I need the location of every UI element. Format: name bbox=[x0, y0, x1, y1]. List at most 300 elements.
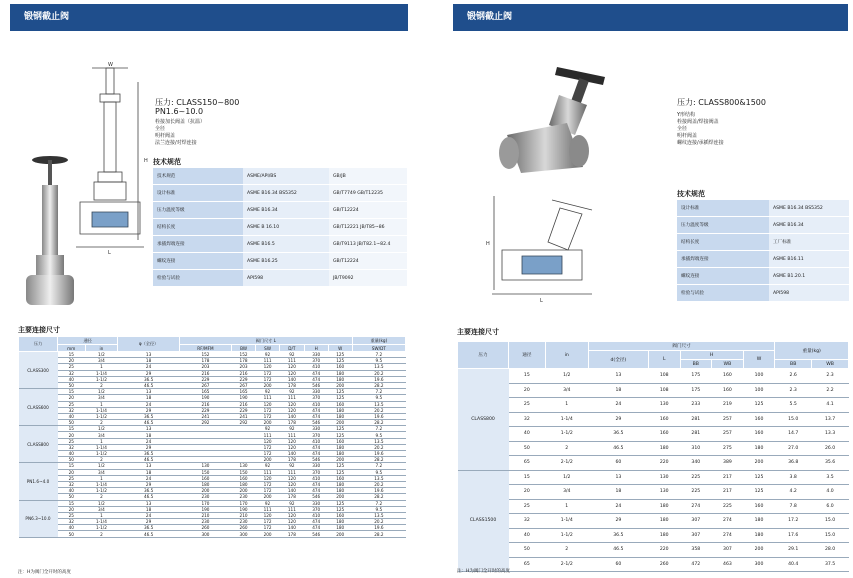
table-cell: 200 bbox=[256, 457, 280, 463]
table-cell: 50 bbox=[58, 420, 86, 426]
table-cell: 180 bbox=[648, 514, 680, 529]
table-cell: 19.6 bbox=[352, 525, 405, 531]
table-cell: 50 bbox=[58, 531, 86, 537]
table-cell: 100 bbox=[743, 369, 775, 384]
table-cell: 24 bbox=[118, 512, 180, 518]
table-cell: 225 bbox=[680, 485, 712, 500]
table-cell: 20.2 bbox=[352, 370, 405, 376]
table-cell: 2-1/2 bbox=[545, 456, 588, 471]
table-cell: 267 bbox=[179, 382, 231, 388]
table-cell: 260 bbox=[232, 525, 256, 531]
svg-text:L: L bbox=[540, 298, 543, 304]
table-cell: 36.5 bbox=[118, 525, 180, 531]
table-cell: 13.5 bbox=[352, 512, 405, 518]
table-cell: 检验与试验 bbox=[153, 270, 243, 287]
table-cell: 140 bbox=[280, 451, 305, 457]
right-valve-photo bbox=[487, 55, 637, 180]
table-cell: 15 bbox=[509, 369, 546, 384]
table-cell: 220 bbox=[648, 543, 680, 558]
table-cell: 7.8 bbox=[775, 499, 812, 514]
col-in: in bbox=[85, 345, 118, 352]
table-cell: 172 bbox=[256, 451, 280, 457]
table-cell: 17.6 bbox=[775, 528, 812, 543]
table-cell: 2.2 bbox=[812, 383, 849, 398]
col-weight-bb: BB bbox=[775, 360, 812, 369]
table-cell: 370 bbox=[304, 469, 328, 475]
table-cell: ASME B16.34 bbox=[243, 202, 329, 219]
table-cell: 18 bbox=[118, 395, 180, 401]
table-cell: 压力温度等级 bbox=[153, 202, 243, 219]
table-cell: 25 bbox=[58, 438, 86, 444]
col-h-bb: BB bbox=[680, 360, 712, 369]
spec-row bbox=[153, 168, 407, 185]
table-cell: 1 bbox=[85, 401, 118, 407]
table-cell: 150 bbox=[232, 469, 256, 475]
table-cell: 9.5 bbox=[352, 432, 405, 438]
table-cell: 46.5 bbox=[118, 494, 180, 500]
table-cell: 20 bbox=[58, 395, 86, 401]
table-cell: 设计标准 bbox=[677, 200, 769, 217]
table-cell: 40 bbox=[58, 451, 86, 457]
table-cell: 37.5 bbox=[812, 557, 849, 572]
table-cell: 18 bbox=[118, 506, 180, 512]
table-cell: 1/2 bbox=[85, 463, 118, 469]
table-cell: 1 bbox=[85, 475, 118, 481]
table-cell: 546 bbox=[304, 457, 328, 463]
table-cell: 160 bbox=[712, 383, 744, 398]
svg-text:H: H bbox=[144, 158, 148, 164]
table-cell: 257 bbox=[712, 427, 744, 442]
table-cell: 230 bbox=[179, 519, 231, 525]
table-cell: 1-1/2 bbox=[85, 451, 118, 457]
table-cell: 330 bbox=[304, 500, 328, 506]
table-cell: 125 bbox=[328, 426, 352, 432]
left-spec-table bbox=[153, 168, 407, 287]
table-cell: 120 bbox=[256, 364, 280, 370]
table-cell: 292 bbox=[232, 420, 256, 426]
table-cell: 474 bbox=[304, 481, 328, 487]
table-cell: GB/T12224 bbox=[329, 253, 407, 270]
table-cell: 178 bbox=[280, 494, 305, 500]
table-cell: 130 bbox=[179, 463, 231, 469]
table-cell: 13.7 bbox=[812, 412, 849, 427]
table-cell: 190 bbox=[179, 506, 231, 512]
table-cell: 9.5 bbox=[352, 395, 405, 401]
table-cell: 389 bbox=[712, 456, 744, 471]
table-row bbox=[458, 543, 849, 558]
table-cell: 3.5 bbox=[812, 470, 849, 485]
table-cell: 217 bbox=[712, 485, 744, 500]
table-cell: 25 bbox=[509, 398, 546, 413]
table-cell: 200 bbox=[232, 488, 256, 494]
table-cell: 229 bbox=[179, 407, 231, 413]
table-cell: 474 bbox=[304, 519, 328, 525]
col-size: 通径 bbox=[58, 337, 118, 345]
table-cell: 180 bbox=[328, 444, 352, 450]
table-cell: 410 bbox=[304, 438, 328, 444]
col-weight: 重量(kg) bbox=[352, 337, 405, 345]
table-cell: GB/JB bbox=[329, 168, 407, 185]
table-cell: 180 bbox=[328, 451, 352, 457]
table-cell: 2 bbox=[545, 441, 588, 456]
table-cell: 1-1/4 bbox=[85, 407, 118, 413]
table-cell: 1/2 bbox=[85, 500, 118, 506]
table-cell: 28.2 bbox=[352, 531, 405, 537]
table-cell: 307 bbox=[712, 543, 744, 558]
table-cell: 13 bbox=[588, 369, 648, 384]
table-cell: 1 bbox=[545, 398, 588, 413]
table-row bbox=[458, 369, 849, 384]
table-cell: 36.5 bbox=[588, 427, 648, 442]
table-cell: 15 bbox=[58, 463, 86, 469]
table-cell: 172 bbox=[256, 488, 280, 494]
table-cell: 36.8 bbox=[775, 456, 812, 471]
table-cell: 111 bbox=[256, 432, 280, 438]
table-cell: 180 bbox=[328, 413, 352, 419]
table-cell: 180 bbox=[743, 528, 775, 543]
table-cell: 160 bbox=[712, 369, 744, 384]
table-cell: 13.5 bbox=[352, 438, 405, 444]
table-cell: 178 bbox=[280, 382, 305, 388]
table-cell: 24 bbox=[588, 398, 648, 413]
table-cell: 474 bbox=[304, 488, 328, 494]
table-cell: ASME B16.5 bbox=[243, 236, 329, 253]
table-cell: 120 bbox=[280, 370, 305, 376]
col-weight: 重量(kg) bbox=[775, 342, 849, 360]
table-cell: 229 bbox=[232, 376, 256, 382]
table-cell: ASME B1.20.1 bbox=[769, 268, 849, 285]
table-cell: 410 bbox=[304, 512, 328, 518]
table-cell: 160 bbox=[328, 364, 352, 370]
table-cell: 24 bbox=[118, 475, 180, 481]
svg-text:W: W bbox=[108, 62, 113, 68]
table-cell: 7.2 bbox=[352, 463, 405, 469]
table-cell: 216 bbox=[179, 370, 231, 376]
table-cell: 225 bbox=[712, 499, 744, 514]
table-cell: 1 bbox=[85, 512, 118, 518]
table-cell: 281 bbox=[680, 427, 712, 442]
table-cell: 1-1/4 bbox=[85, 481, 118, 487]
table-cell: 18 bbox=[588, 485, 648, 500]
table-cell: 219 bbox=[712, 398, 744, 413]
table-cell: 24 bbox=[118, 364, 180, 370]
table-cell: 125 bbox=[328, 506, 352, 512]
table-cell: 1-1/2 bbox=[85, 376, 118, 382]
table-cell: 108 bbox=[648, 369, 680, 384]
table-cell: ASME/API/BS bbox=[243, 168, 329, 185]
table-cell: 172 bbox=[256, 413, 280, 419]
table-cell: JB/T9092 bbox=[329, 270, 407, 287]
spec-row bbox=[677, 217, 849, 234]
table-cell: 370 bbox=[304, 432, 328, 438]
table-cell: 15 bbox=[58, 426, 86, 432]
table-cell: 140 bbox=[280, 488, 305, 494]
table-cell: 125 bbox=[328, 389, 352, 395]
spec-row bbox=[677, 268, 849, 285]
table-cell: 60 bbox=[588, 557, 648, 572]
table-cell: 1/2 bbox=[85, 426, 118, 432]
col-sw: SW bbox=[256, 345, 280, 352]
table-row bbox=[458, 528, 849, 543]
table-cell: 274 bbox=[712, 514, 744, 529]
table-cell: 14.7 bbox=[775, 427, 812, 442]
table-cell: 40 bbox=[509, 427, 546, 442]
right-valve-drawing bbox=[482, 190, 622, 305]
table-cell: 3/4 bbox=[545, 485, 588, 500]
pressure-class: CLASS300 bbox=[19, 352, 58, 389]
table-cell: 178 bbox=[280, 531, 305, 537]
table-cell: 175 bbox=[680, 383, 712, 398]
table-cell: 200 bbox=[743, 543, 775, 558]
table-cell: 7.2 bbox=[352, 352, 405, 358]
table-cell: 111 bbox=[280, 506, 305, 512]
table-cell: 546 bbox=[304, 531, 328, 537]
table-cell: 292 bbox=[179, 420, 231, 426]
table-cell: 120 bbox=[280, 519, 305, 525]
table-cell: 65 bbox=[509, 557, 546, 572]
table-cell: 140 bbox=[280, 525, 305, 531]
table-cell: 13 bbox=[118, 463, 180, 469]
col-bw: BW bbox=[232, 345, 256, 352]
table-cell: 190 bbox=[232, 395, 256, 401]
table-cell: 300 bbox=[232, 531, 256, 537]
left-feature: 法兰连接/对焊连接 bbox=[155, 140, 197, 146]
table-cell: 125 bbox=[328, 395, 352, 401]
table-cell: 29 bbox=[588, 514, 648, 529]
table-cell: 180 bbox=[328, 376, 352, 382]
table-cell: 200 bbox=[743, 456, 775, 471]
table-cell: 46.5 bbox=[118, 531, 180, 537]
right-banner: 锻钢截止阀 bbox=[453, 4, 848, 31]
table-cell: 370 bbox=[304, 506, 328, 512]
table-cell: 28.0 bbox=[812, 543, 849, 558]
table-cell: 1-1/4 bbox=[85, 370, 118, 376]
table-cell: 4.0 bbox=[812, 485, 849, 500]
table-cell: 1 bbox=[85, 438, 118, 444]
table-cell: 1-1/4 bbox=[545, 412, 588, 427]
table-cell: 18 bbox=[118, 469, 180, 475]
table-cell: 180 bbox=[232, 481, 256, 487]
table-cell: 160 bbox=[648, 427, 680, 442]
left-feature: 明杆阀盖 bbox=[155, 133, 176, 139]
table-cell: 474 bbox=[304, 451, 328, 457]
left-title-line1: 压力: CLASS150~800 bbox=[155, 98, 240, 107]
table-cell: 160 bbox=[648, 412, 680, 427]
table-cell: 19.6 bbox=[352, 488, 405, 494]
table-cell: 130 bbox=[648, 470, 680, 485]
table-cell: 结构长度 bbox=[153, 219, 243, 236]
table-cell: 13 bbox=[118, 500, 180, 506]
table-cell: 330 bbox=[304, 352, 328, 358]
col-size-mm: 通径 bbox=[509, 342, 546, 369]
col-dt: D/T bbox=[280, 345, 305, 352]
table-cell: 3/4 bbox=[85, 506, 118, 512]
table-cell: API598 bbox=[769, 285, 849, 302]
table-cell: 13 bbox=[118, 389, 180, 395]
table-cell: 120 bbox=[280, 481, 305, 487]
spec-row bbox=[153, 236, 407, 253]
table-cell: 463 bbox=[712, 557, 744, 572]
table-cell: 120 bbox=[280, 512, 305, 518]
table-cell: 19.6 bbox=[352, 376, 405, 382]
table-cell: 172 bbox=[256, 525, 280, 531]
table-cell: 46.5 bbox=[588, 441, 648, 456]
table-cell: 20.2 bbox=[352, 407, 405, 413]
table-cell: 15.0 bbox=[812, 514, 849, 529]
table-cell: 35.6 bbox=[812, 456, 849, 471]
table-cell: ASME B16.11 bbox=[769, 251, 849, 268]
table-cell: 111 bbox=[280, 469, 305, 475]
table-cell: 474 bbox=[304, 444, 328, 450]
table-cell: 20 bbox=[509, 383, 546, 398]
table-cell: 92 bbox=[280, 500, 305, 506]
table-cell: 200 bbox=[328, 494, 352, 500]
right-feature: 明杆阀盖 bbox=[677, 133, 698, 139]
table-cell: 120 bbox=[256, 512, 280, 518]
table-cell: 20 bbox=[58, 506, 86, 512]
table-cell: 267 bbox=[232, 382, 256, 388]
right-spec-table bbox=[677, 200, 849, 302]
table-cell: 307 bbox=[680, 528, 712, 543]
left-banner: 锻钢截止阀 bbox=[10, 4, 408, 31]
table-cell: 474 bbox=[304, 370, 328, 376]
table-cell: 200 bbox=[256, 531, 280, 537]
table-cell: 46.5 bbox=[118, 382, 180, 388]
left-valve-photo bbox=[20, 150, 80, 320]
table-cell: 7.2 bbox=[352, 389, 405, 395]
table-cell: 175 bbox=[680, 369, 712, 384]
table-cell: 螺纹连接 bbox=[677, 268, 769, 285]
table-cell: 546 bbox=[304, 494, 328, 500]
table-cell: 92 bbox=[280, 389, 305, 395]
table-cell: 216 bbox=[232, 370, 256, 376]
spec-row bbox=[677, 251, 849, 268]
spec-row bbox=[677, 285, 849, 302]
table-cell: 18 bbox=[118, 358, 180, 364]
table-cell: 111 bbox=[256, 506, 280, 512]
table-cell: 300 bbox=[743, 557, 775, 572]
table-cell: 330 bbox=[304, 389, 328, 395]
table-cell: 125 bbox=[328, 469, 352, 475]
table-cell: 100 bbox=[743, 383, 775, 398]
table-cell: 180 bbox=[648, 528, 680, 543]
table-cell: 92 bbox=[256, 426, 280, 432]
pressure-class: CLASS800 bbox=[19, 426, 58, 463]
table-cell: 203 bbox=[232, 364, 256, 370]
table-cell: 474 bbox=[304, 525, 328, 531]
table-cell: 241 bbox=[232, 413, 256, 419]
table-cell: 29 bbox=[118, 444, 180, 450]
table-cell: 26.0 bbox=[812, 441, 849, 456]
table-cell: ASME B 16.10 bbox=[243, 219, 329, 236]
table-cell: 1/2 bbox=[85, 352, 118, 358]
table-cell: GB/T12221 JB/T85~86 bbox=[329, 219, 407, 236]
table-cell: 474 bbox=[304, 376, 328, 382]
col-dims: 阀门尺寸 L bbox=[179, 337, 352, 345]
col-h: H bbox=[304, 345, 328, 352]
table-cell: 50 bbox=[509, 543, 546, 558]
table-cell: 120 bbox=[256, 475, 280, 481]
col-rf: RF/MFM bbox=[179, 345, 231, 352]
table-cell: 130 bbox=[648, 485, 680, 500]
table-cell: 15 bbox=[58, 352, 86, 358]
table-cell: 50 bbox=[58, 494, 86, 500]
table-cell: 1 bbox=[545, 499, 588, 514]
table-row bbox=[458, 383, 849, 398]
col-dims: 阀门尺寸 bbox=[588, 342, 774, 351]
table-cell: 178 bbox=[280, 420, 305, 426]
table-cell: 40 bbox=[58, 525, 86, 531]
table-cell: 160 bbox=[743, 427, 775, 442]
table-cell: 260 bbox=[179, 525, 231, 531]
table-cell: 40 bbox=[58, 488, 86, 494]
table-row bbox=[458, 412, 849, 427]
right-feature: 全径 bbox=[677, 126, 688, 132]
col-mm: mm bbox=[58, 345, 86, 352]
table-cell: 120 bbox=[280, 407, 305, 413]
table-cell: 160 bbox=[179, 475, 231, 481]
table-cell: 压力温度等级 bbox=[677, 217, 769, 234]
table-cell: 15 bbox=[58, 389, 86, 395]
col-h: H bbox=[680, 351, 743, 360]
table-cell: 40.4 bbox=[775, 557, 812, 572]
table-cell: 17.2 bbox=[775, 514, 812, 529]
table-row bbox=[19, 531, 406, 537]
table-cell: 25 bbox=[58, 401, 86, 407]
table-cell: GB/T12224 bbox=[329, 202, 407, 219]
right-feature: 栓接阀盖/焊接阀盖 bbox=[677, 119, 719, 125]
table-cell: 15 bbox=[509, 470, 546, 485]
table-cell: ASME B16.34 BS5352 bbox=[243, 185, 329, 202]
table-cell: 1-1/4 bbox=[85, 519, 118, 525]
table-cell: 190 bbox=[232, 506, 256, 512]
col-pressure: 压力 bbox=[19, 337, 58, 352]
table-cell: 178 bbox=[179, 358, 231, 364]
table-cell: 108 bbox=[648, 383, 680, 398]
table-cell: 217 bbox=[712, 470, 744, 485]
table-cell: 技术规范 bbox=[153, 168, 243, 185]
table-cell: 50 bbox=[509, 441, 546, 456]
table-cell: 29 bbox=[118, 407, 180, 413]
table-cell: 13.5 bbox=[352, 401, 405, 407]
table-row bbox=[458, 470, 849, 485]
left-spec-heading: 技术规范 bbox=[153, 158, 181, 166]
table-row bbox=[458, 485, 849, 500]
pressure-class: PN6.3~10.0 bbox=[19, 500, 58, 537]
table-cell: 1-1/2 bbox=[545, 528, 588, 543]
table-cell: 410 bbox=[304, 364, 328, 370]
table-cell: 承插焊端连接 bbox=[677, 251, 769, 268]
table-cell: 1/2 bbox=[85, 389, 118, 395]
table-cell: 165 bbox=[179, 389, 231, 395]
table-cell: 18 bbox=[588, 383, 648, 398]
table-cell: 15.0 bbox=[812, 528, 849, 543]
table-cell: 241 bbox=[179, 413, 231, 419]
table-cell: 160 bbox=[743, 499, 775, 514]
svg-text:L: L bbox=[108, 250, 111, 256]
table-cell: 20 bbox=[509, 485, 546, 500]
table-cell: 170 bbox=[232, 500, 256, 506]
table-cell: 60 bbox=[588, 456, 648, 471]
table-cell: 370 bbox=[304, 358, 328, 364]
right-page bbox=[427, 0, 853, 578]
table-cell: 546 bbox=[304, 420, 328, 426]
table-cell: 474 bbox=[304, 407, 328, 413]
table-cell: 200 bbox=[328, 457, 352, 463]
table-cell: 1-1/2 bbox=[545, 427, 588, 442]
table-cell: 92 bbox=[280, 352, 305, 358]
table-cell: 160 bbox=[328, 512, 352, 518]
